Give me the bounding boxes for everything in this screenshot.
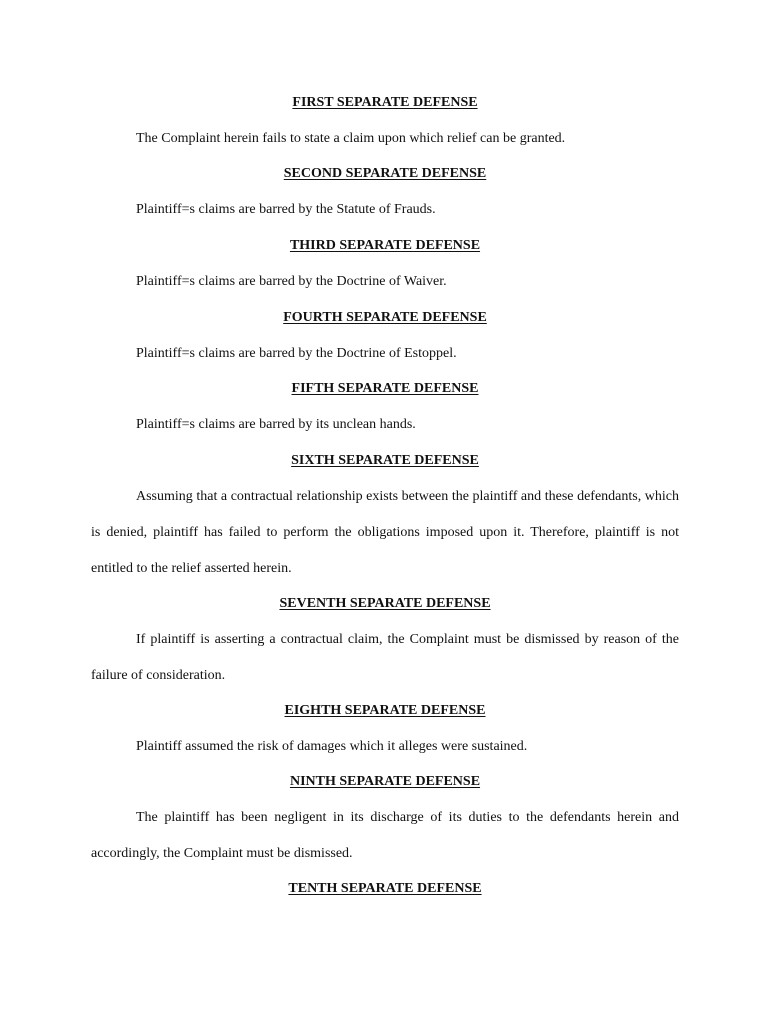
section-text-seventh: If plaintiff is asserting a contractual claim, the Complaint must be dismissed by reason of the failure of consideration. [91, 632, 679, 683]
section-heading-first: FIRST SEPARATE DEFENSE [292, 95, 478, 110]
section-heading-second: SECOND SEPARATE DEFENSE [283, 166, 487, 181]
section-text-first: The Complaint herein fails to state a claim upon which relief can be granted. [136, 131, 566, 146]
section-text-fifth: Plaintiff=s claims are barred by its unclean hands. [136, 417, 416, 432]
section-heading-fifth: FIFTH SEPARATE DEFENSE [291, 381, 479, 396]
section-text-fourth: Plaintiff=s claims are barred by the Doctrine of Estoppel. [136, 346, 457, 361]
section-heading-tenth: TENTH SEPARATE DEFENSE [288, 881, 482, 896]
section-heading-ninth: NINTH SEPARATE DEFENSE [289, 774, 481, 789]
section-text-ninth: The plaintiff has been negligent in its discharge of its duties to the defendants herein and accordingly, the Complaint must be dismissed. [91, 810, 679, 861]
section-text-third: Plaintiff=s claims are barred by the Doctrine of Waiver. [136, 274, 447, 289]
section-text-eighth: Plaintiff assumed the risk of damages which it alleges were sustained. [136, 739, 528, 754]
section-heading-fourth: FOURTH SEPARATE DEFENSE [283, 310, 487, 325]
section-text-second: Plaintiff=s claims are barred by the Statute of Frauds. [136, 202, 436, 217]
section-text-sixth: Assuming that a contractual relationship exists between the plaintiff and these defendants, which is denied, plaintiff has failed to perform the obligations imposed upon it. Therefore, plaintiff is not entitled to the relief asserted herein. [91, 489, 679, 576]
section-heading-third: THIRD SEPARATE DEFENSE [289, 238, 481, 253]
section-heading-eighth: EIGHTH SEPARATE DEFENSE [284, 703, 486, 718]
section-heading-sixth: SIXTH SEPARATE DEFENSE [291, 453, 479, 468]
section-heading-seventh: SEVENTH SEPARATE DEFENSE [279, 596, 491, 611]
